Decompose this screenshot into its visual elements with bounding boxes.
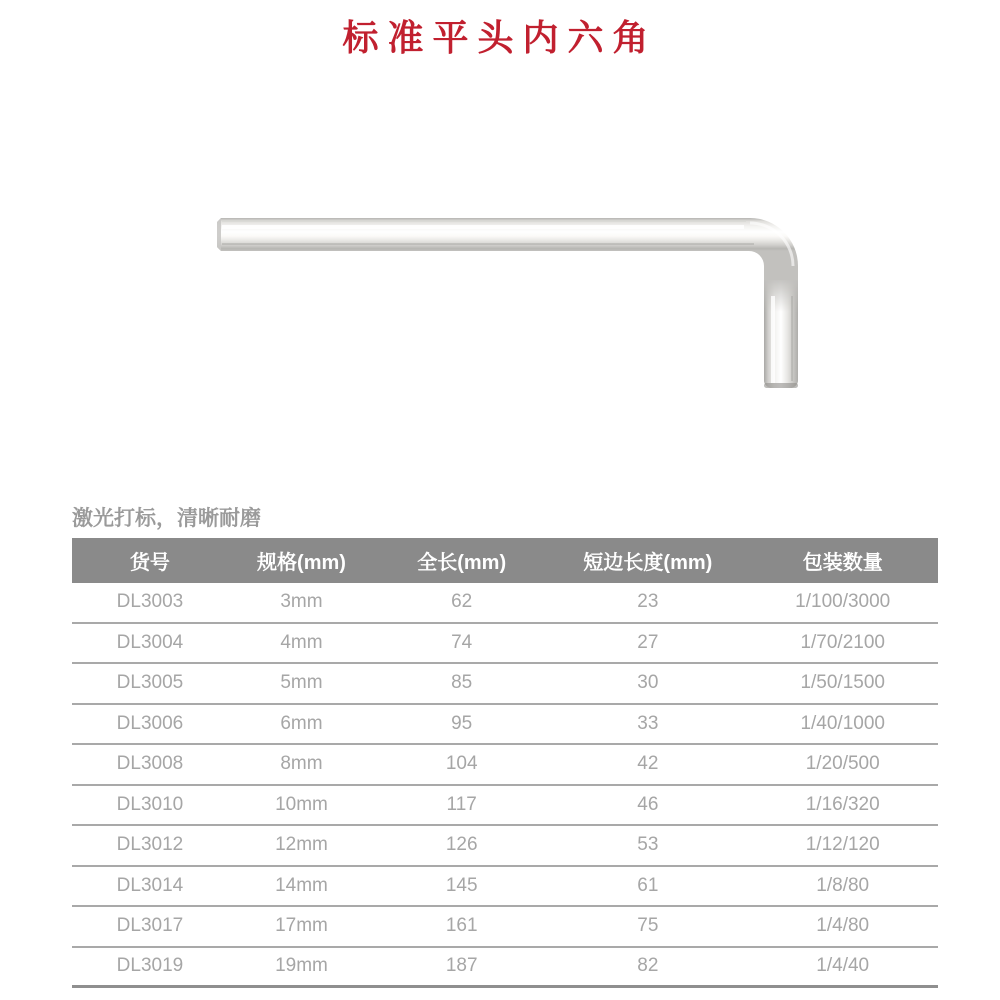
table-cell: 74 [451,631,473,653]
table-cell: DL3019 [116,955,184,977]
table-header-row [72,538,938,583]
table-row [72,867,938,908]
table-row [72,745,938,786]
table-cell: 1/70/2100 [800,631,885,653]
table-cell: 1/16/320 [805,793,880,815]
table-cell: 1/4/40 [816,955,870,977]
table-cell: 82 [637,955,659,977]
table-cell: 23 [637,591,659,613]
table-cell: 10mm [275,793,328,815]
spec-table [72,538,938,988]
table-cell: 1/40/1000 [800,712,885,734]
table-cell: 95 [451,712,473,734]
table-row [72,705,938,746]
table-cell: DL3010 [116,793,184,815]
table-cell: 12mm [275,834,328,856]
table-cell: DL3005 [116,672,184,694]
table-cell: DL3014 [116,874,184,896]
table-cell: 1/50/1500 [800,672,885,694]
table-cell: 1/12/120 [805,834,880,856]
table-cell: 1/4/80 [816,915,870,937]
table-cell: 126 [445,834,478,856]
page-title: 标准平头内六角 [342,17,658,58]
table-row [72,624,938,665]
table-row [72,948,938,989]
table-row [72,907,938,948]
table-cell: 1/20/500 [805,753,880,775]
table-header-total-length: 全长(mm) [417,552,507,574]
table-cell: 8mm [280,753,323,775]
table-cell: 46 [637,793,659,815]
table-cell: DL3017 [116,915,184,937]
table-row [72,583,938,624]
table-cell: 85 [451,672,473,694]
table-cell: 61 [637,874,659,896]
table-cell: 53 [637,834,659,856]
table-cell: 17mm [275,915,328,937]
table-row [72,826,938,867]
table-cell: DL3008 [116,753,184,775]
table-cell: 42 [637,753,659,775]
table-cell: DL3006 [116,712,184,734]
product-image-hex-key [198,200,818,410]
table-header-pack-quantity: 包装数量 [802,552,883,574]
table-cell: 145 [445,874,478,896]
table-row [72,664,938,705]
table-body [72,583,938,988]
table-cell: 1/8/80 [816,874,870,896]
table-cell: 161 [445,915,478,937]
table-cell: 62 [451,591,473,613]
table-cell: 117 [446,793,477,815]
table-row [72,786,938,827]
table-cell: 33 [637,712,659,734]
table-cell: 1/100/3000 [795,591,891,613]
table-cell: DL3003 [116,591,184,613]
table-cell: DL3012 [116,834,184,856]
table-cell: 75 [637,915,659,937]
table-cell: 104 [445,753,478,775]
hex-key-l-wrench-image [198,200,818,410]
table-header-item-no: 货号 [129,552,170,574]
table-cell: 6mm [280,712,323,734]
table-header-short-length: 短边长度(mm) [583,552,713,574]
table-cell: 27 [637,631,659,653]
table-cell: 5mm [280,672,323,694]
table-cell: 187 [445,955,478,977]
table-header-spec: 规格(mm) [257,552,346,574]
table-cell: 30 [637,672,659,694]
table-cell: DL3004 [116,631,184,653]
table-cell: 3mm [280,591,323,613]
table-cell: 14mm [275,874,328,896]
table-cell: 19mm [275,955,328,977]
feature-caption: 激光打标，清晰耐磨 [72,507,261,530]
table-cell: 4mm [280,631,323,653]
